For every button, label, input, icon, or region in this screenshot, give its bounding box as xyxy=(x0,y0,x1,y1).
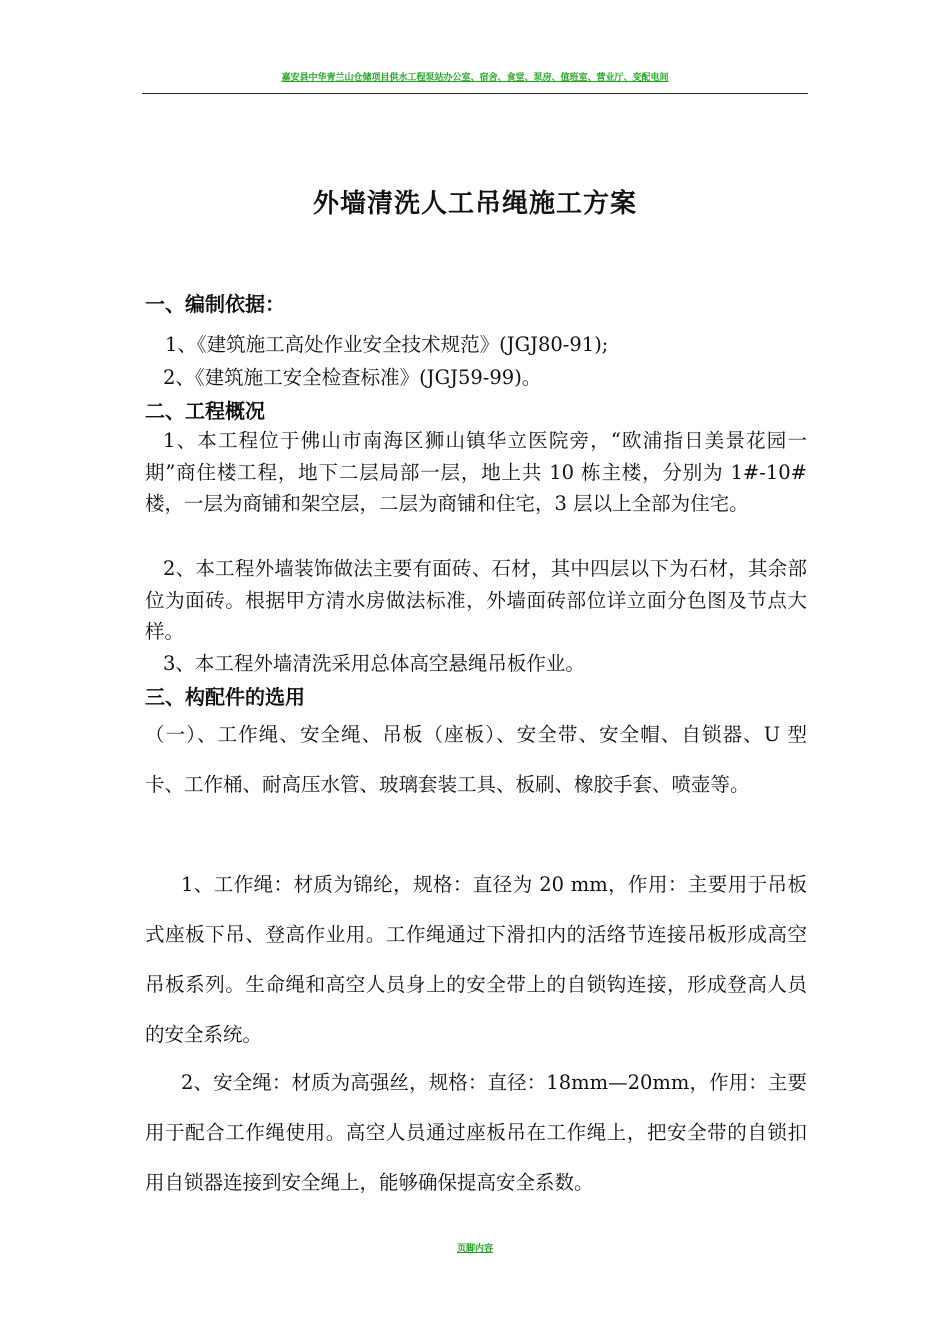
footer-link[interactable]: 页脚内容 xyxy=(456,1244,493,1254)
basis-item-2: 2、《建筑施工安全检查标准》(JGJ59-99)。 xyxy=(163,366,542,389)
overview-paragraph-1: 1、本工程位于佛山市南海区狮山镇华立医院旁，“欧浦指日美景花园一期”商住楼工程，地下二层局部一层，地上共 10 栋主楼，分别为 1#-10#楼，一层为商铺和架空层，二层为商铺和住宅，3 层以上全部为住宅。 xyxy=(145,429,807,515)
header-divider xyxy=(142,93,808,94)
section-heading-components: 三、构配件的选用 xyxy=(145,685,305,709)
section-heading-overview: 二、工程概况 xyxy=(145,399,265,423)
components-paragraph-1: （一）、工作绳、安全绳、吊板（座板）、安全带、安全帽、自锁器、U 型卡、工作桶、耐高压水管、玻璃套装工具、板刷、橡胶手套、喷壶等。 xyxy=(145,723,807,796)
components-paragraph-safety-rope: 2、安全绳：材质为高强丝，规格：直径：18mm—20mm，作用：主要用于配合工作绳使用。高空人员通过座板吊在工作绳上，把安全带的自锁扣用自锁器连接到安全绳上，能够确保提高安全系数。 xyxy=(145,1071,807,1194)
document-title: 外墙清洗人工吊绳施工方案 xyxy=(312,189,637,219)
overview-paragraph-3: 3、本工程外墙清洗采用总体高空悬绳吊板作业。 xyxy=(163,652,585,675)
section-heading-basis: 一、编制依据： xyxy=(145,292,285,316)
basis-item-1: 1、《建筑施工高处作业安全技术规范》(JGJ80-91); xyxy=(165,333,609,356)
header-link[interactable]: 嘉安县中华青兰山仓储项目供水工程泵站办公室、宿舍、食堂、泵房、值班室、营业厅、变配电间 xyxy=(281,73,669,83)
components-paragraph-work-rope: 1、工作绳：材质为锦纶，规格：直径为 20 mm，作用：主要用于吊板式座板下吊、登高作业用。工作绳通过下滑扣内的活络节连接吊板形成高空吊板系列。生命绳和高空人员身上的安全带上的自锁钩连接，形成登高人员的安全系统。 xyxy=(145,873,807,1046)
overview-paragraph-2: 2、本工程外墙装饰做法主要有面砖、石材，其中四层以下为石材，其余部位为面砖。根据甲方清水房做法标准，外墙面砖部位详立面分色图及节点大样。 xyxy=(145,557,807,643)
